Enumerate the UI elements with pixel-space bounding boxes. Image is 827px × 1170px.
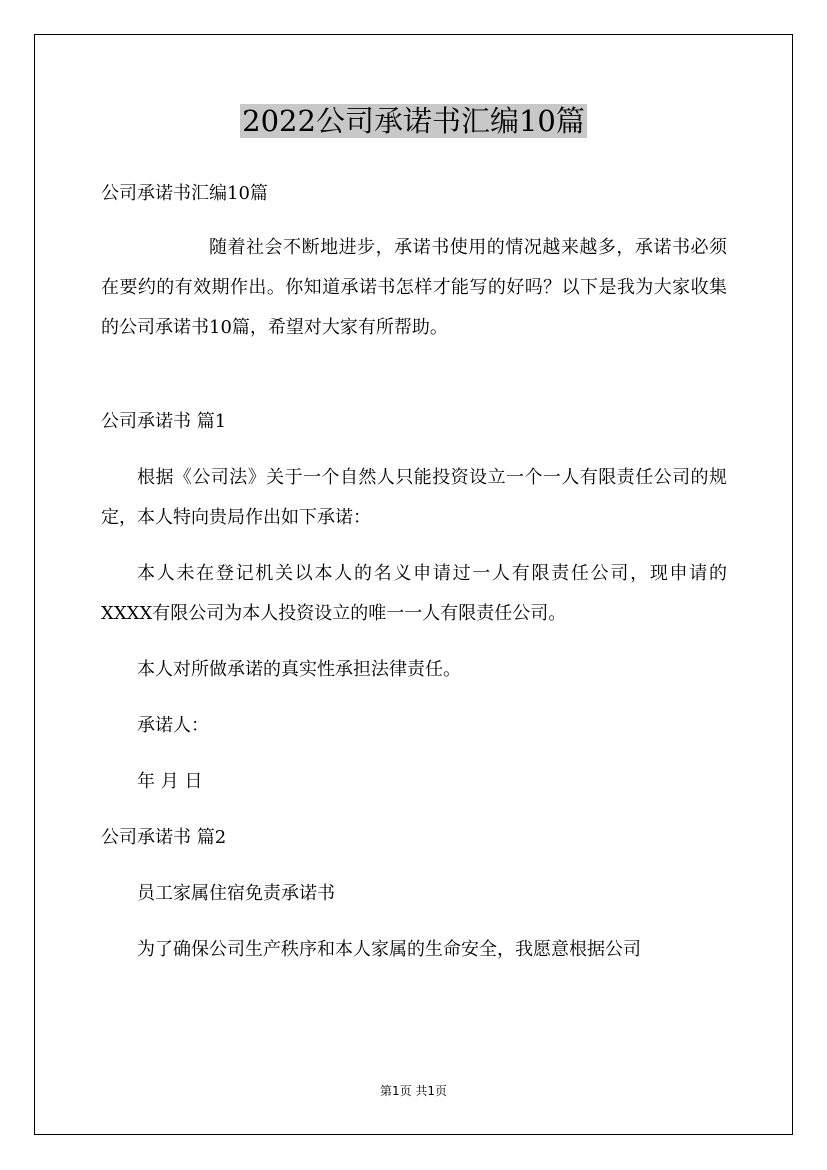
document-title xyxy=(0,101,827,141)
section1-paragraph-1: 根据《公司法》关于一个自然人只能投资设立一个一人有限责任公司的规定，本人特向贵局作出如下承诺： xyxy=(101,467,727,528)
page-footer: 第1页 共1页 xyxy=(379,1084,448,1098)
section-heading-2: 公司承诺书 篇2 xyxy=(101,827,227,848)
section1-paragraph-2: 本人未在登记机关以本人的名义申请过一人有限责任公司，现申请的XXXX有限公司为本人投资设立的唯一一人有限责任公司。 xyxy=(101,563,727,624)
intro-paragraph: 随着社会不断地进步，承诺书使用的情况越来越多，承诺书必须在要约的有效期作出。你知道承诺书怎样才能写的好吗？以下是我为大家收集的公司承诺书10篇，希望对大家有所帮助。 xyxy=(101,237,727,338)
section2-paragraph-1: 员工家属住宿免责承诺书 xyxy=(137,883,335,904)
section-heading-1: 公司承诺书 篇1 xyxy=(101,411,227,432)
document-title-text: 2022公司承诺书汇编10篇 xyxy=(242,104,585,138)
section2-paragraph-2: 为了确保公司生产秩序和本人家属的生命安全，我愿意根据公司 xyxy=(137,939,641,960)
signer-line: 承诺人： xyxy=(137,715,209,736)
document-body xyxy=(101,174,727,970)
date-line: 年 月 日 xyxy=(137,771,203,792)
document-subtitle: 公司承诺书汇编10篇 xyxy=(101,183,268,204)
section1-paragraph-3: 本人对所做承诺的真实性承担法律责任。 xyxy=(137,659,461,680)
